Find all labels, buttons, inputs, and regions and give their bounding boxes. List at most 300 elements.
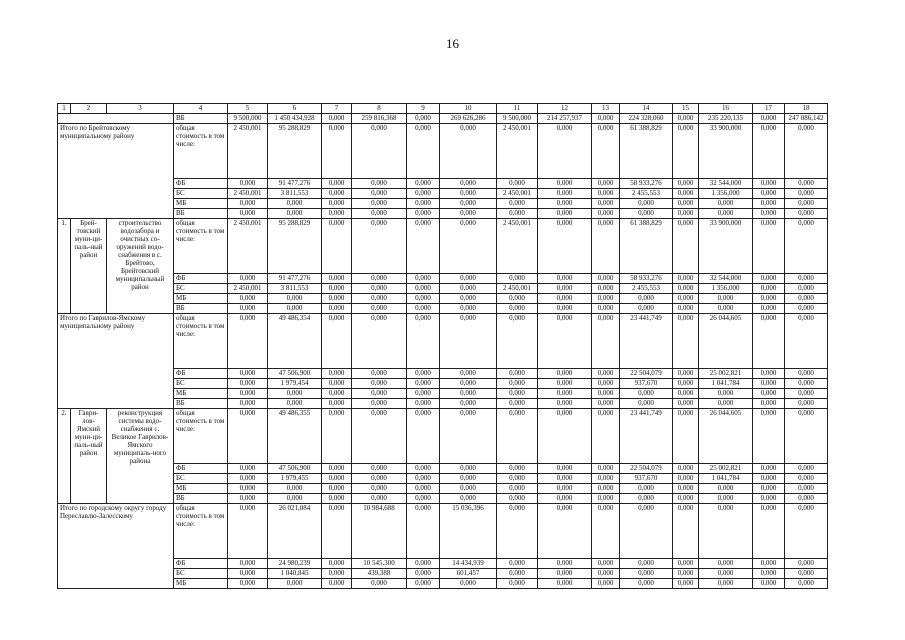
column-header: 14 <box>620 104 673 114</box>
value-cell: 0,000 <box>352 179 407 189</box>
value-cell: 0,000 <box>673 474 699 484</box>
value-cell: 0,000 <box>407 179 440 189</box>
value-cell: 0,000 <box>673 284 699 294</box>
funding-source: БС <box>174 379 228 389</box>
value-cell: 0,000 <box>699 569 753 579</box>
value-cell: 0,000 <box>352 284 407 294</box>
value-cell: 0,000 <box>440 494 497 504</box>
value-cell: 0,000 <box>440 399 497 409</box>
value-cell: 0,000 <box>753 379 785 389</box>
value-cell: 0,000 <box>673 559 699 569</box>
value-cell: 0,000 <box>440 389 497 399</box>
value-cell: 0,000 <box>497 369 538 379</box>
value-cell: 0,000 <box>322 304 352 314</box>
value-cell: 0,000 <box>699 209 753 219</box>
value-cell: 259 816,368 <box>352 114 407 124</box>
value-cell: 0,000 <box>228 464 268 474</box>
value-cell: 0,000 <box>322 379 352 389</box>
value-cell: 0,000 <box>753 124 785 179</box>
value-cell: 0,000 <box>322 294 352 304</box>
value-cell: 0,000 <box>592 369 620 379</box>
value-cell: 0,000 <box>785 124 828 179</box>
value-cell: 0,000 <box>497 559 538 569</box>
column-header: 11 <box>497 104 538 114</box>
value-cell: 0,000 <box>592 304 620 314</box>
value-cell: 0,000 <box>753 559 785 569</box>
value-cell: 0,000 <box>352 409 407 464</box>
value-cell: 0,000 <box>753 209 785 219</box>
value-cell: 0,000 <box>753 294 785 304</box>
value-cell: 0,000 <box>538 559 592 569</box>
value-cell: 0,000 <box>592 179 620 189</box>
value-cell: 2 450,001 <box>228 219 268 274</box>
value-cell: 0,000 <box>228 494 268 504</box>
value-cell: 0,000 <box>785 559 828 569</box>
value-cell: 2 450,001 <box>497 284 538 294</box>
value-cell: 0,000 <box>592 579 620 589</box>
table-row <box>58 464 828 474</box>
column-header: 16 <box>699 104 753 114</box>
value-cell: 49 486,355 <box>268 409 322 464</box>
value-cell: 2 455,553 <box>620 189 673 199</box>
value-cell: 0,000 <box>352 464 407 474</box>
value-cell: 0,000 <box>322 569 352 579</box>
value-cell: 0,000 <box>322 274 352 284</box>
value-cell: 0,000 <box>785 304 828 314</box>
value-cell: 0,000 <box>785 409 828 464</box>
funding-source: ФБ <box>174 179 228 189</box>
value-cell: 0,000 <box>699 199 753 209</box>
value-cell: 0,000 <box>620 569 673 579</box>
value-cell: 91 477,276 <box>268 274 322 284</box>
value-cell: 3 811,553 <box>268 189 322 199</box>
value-cell: 0,000 <box>407 389 440 399</box>
value-cell: 0,000 <box>352 294 407 304</box>
value-cell: 2 450,001 <box>228 124 268 179</box>
table-row <box>58 494 828 504</box>
value-cell: 0,000 <box>538 579 592 589</box>
value-cell: 0,000 <box>497 274 538 284</box>
value-cell: 0,000 <box>352 484 407 494</box>
value-cell: 0,000 <box>753 484 785 494</box>
value-cell: 0,000 <box>673 179 699 189</box>
value-cell: 0,000 <box>592 399 620 409</box>
column-header: 1 <box>58 104 71 114</box>
value-cell: 49 486,354 <box>268 314 322 369</box>
value-cell: 0,000 <box>228 209 268 219</box>
value-cell: 0,000 <box>407 114 440 124</box>
funding-source: ВБ <box>174 304 228 314</box>
value-cell: 0,000 <box>322 314 352 369</box>
value-cell: 0,000 <box>268 579 322 589</box>
value-cell: 0,000 <box>228 199 268 209</box>
value-cell: 58 933,276 <box>620 274 673 284</box>
value-cell: 0,000 <box>785 284 828 294</box>
value-cell: 0,000 <box>440 409 497 464</box>
value-cell: 247 086,142 <box>785 114 828 124</box>
value-cell: 0,000 <box>228 179 268 189</box>
value-cell: 91 477,276 <box>268 179 322 189</box>
value-cell: 0,000 <box>592 219 620 274</box>
value-cell: 0,000 <box>785 389 828 399</box>
value-cell: 10 984,688 <box>352 504 407 559</box>
value-cell: 0,000 <box>753 399 785 409</box>
table-row <box>58 314 828 369</box>
funding-source: ВБ <box>174 114 228 124</box>
value-cell: 0,000 <box>753 369 785 379</box>
table-row <box>58 379 828 389</box>
value-cell: 0,000 <box>407 464 440 474</box>
value-cell: 0,000 <box>592 114 620 124</box>
value-cell: 0,000 <box>268 209 322 219</box>
value-cell: 0,000 <box>268 304 322 314</box>
table-row <box>58 559 828 569</box>
value-cell: 0,000 <box>538 369 592 379</box>
value-cell: 0,000 <box>673 399 699 409</box>
value-cell: 0,000 <box>753 179 785 189</box>
value-cell: 0,000 <box>673 494 699 504</box>
funding-source: БС <box>174 474 228 484</box>
table-row <box>58 474 828 484</box>
value-cell: 0,000 <box>322 494 352 504</box>
value-cell: 0,000 <box>538 284 592 294</box>
value-cell: 0,000 <box>785 179 828 189</box>
value-cell: 0,000 <box>753 314 785 369</box>
value-cell: 0,000 <box>440 189 497 199</box>
value-cell: 0,000 <box>497 304 538 314</box>
value-cell: 0,000 <box>407 569 440 579</box>
value-cell: 2 450,001 <box>497 189 538 199</box>
value-cell: 235 220,135 <box>699 114 753 124</box>
table-row <box>58 189 828 199</box>
value-cell: 25 002,821 <box>699 369 753 379</box>
value-cell: 0,000 <box>673 114 699 124</box>
value-cell: 0,000 <box>407 504 440 559</box>
value-cell: 0,000 <box>699 559 753 569</box>
value-cell: 0,000 <box>620 504 673 559</box>
value-cell: 0,000 <box>785 504 828 559</box>
value-cell: 0,000 <box>785 294 828 304</box>
value-cell: 0,000 <box>407 274 440 284</box>
value-cell: 0,000 <box>407 284 440 294</box>
value-cell: 0,000 <box>538 504 592 559</box>
funding-source: ФБ <box>174 369 228 379</box>
value-cell: 0,000 <box>785 369 828 379</box>
value-cell: 0,000 <box>228 304 268 314</box>
value-cell: 0,000 <box>592 274 620 284</box>
value-cell: 0,000 <box>592 284 620 294</box>
value-cell: 0,000 <box>785 494 828 504</box>
value-cell: 0,000 <box>497 569 538 579</box>
value-cell: 24 980,239 <box>268 559 322 569</box>
table-row <box>58 579 828 589</box>
value-cell: 0,000 <box>785 484 828 494</box>
value-cell: 0,000 <box>673 464 699 474</box>
value-cell: 9 500,000 <box>228 114 268 124</box>
value-cell: 0,000 <box>497 294 538 304</box>
value-cell: 22 504,079 <box>620 369 673 379</box>
column-header: 5 <box>228 104 268 114</box>
column-header: 15 <box>673 104 699 114</box>
object-name: строительство водозабора и очистных со-оружений водо-снабжения в с. Брейтово, Брейтовский муниципальный район <box>107 219 174 314</box>
table-row <box>58 569 828 579</box>
value-cell: 0,000 <box>352 579 407 589</box>
value-cell: 0,000 <box>228 559 268 569</box>
value-cell: 0,000 <box>673 219 699 274</box>
value-cell: 10 545,300 <box>352 559 407 569</box>
value-cell: 0,000 <box>352 124 407 179</box>
value-cell: 0,000 <box>592 494 620 504</box>
funding-source: ВБ <box>174 494 228 504</box>
value-cell: 0,000 <box>592 294 620 304</box>
value-cell: 0,000 <box>228 314 268 369</box>
value-cell: 0,000 <box>538 219 592 274</box>
value-cell: 0,000 <box>753 389 785 399</box>
value-cell: 0,000 <box>352 304 407 314</box>
value-cell: 0,000 <box>497 389 538 399</box>
value-cell: 0,000 <box>785 399 828 409</box>
value-cell: 0,000 <box>322 124 352 179</box>
table-row <box>58 219 828 274</box>
value-cell: 26 021,084 <box>268 504 322 559</box>
value-cell: 58 933,276 <box>620 179 673 189</box>
value-cell: 0,000 <box>268 199 322 209</box>
value-cell: 0,000 <box>322 209 352 219</box>
value-cell: 0,000 <box>497 484 538 494</box>
value-cell: 0,000 <box>753 114 785 124</box>
value-cell: 0,000 <box>440 474 497 484</box>
table-row <box>58 409 828 464</box>
table-row <box>58 274 828 284</box>
value-cell: 0,000 <box>228 294 268 304</box>
value-cell: 0,000 <box>620 209 673 219</box>
column-header: 12 <box>538 104 592 114</box>
value-cell: 0,000 <box>268 389 322 399</box>
value-cell: 0,000 <box>352 379 407 389</box>
value-cell: 0,000 <box>322 189 352 199</box>
value-cell: 0,000 <box>497 399 538 409</box>
funding-source: БС <box>174 189 228 199</box>
value-cell: 0,000 <box>699 399 753 409</box>
value-cell: 0,000 <box>785 569 828 579</box>
value-cell: 0,000 <box>407 369 440 379</box>
value-cell: 0,000 <box>407 199 440 209</box>
value-cell: 0,000 <box>538 389 592 399</box>
value-cell: 0,000 <box>497 494 538 504</box>
value-cell: 0,000 <box>352 494 407 504</box>
value-cell: 0,000 <box>699 504 753 559</box>
value-cell: 0,000 <box>228 379 268 389</box>
value-cell: 0,000 <box>592 124 620 179</box>
column-header: 7 <box>322 104 352 114</box>
table-row <box>58 284 828 294</box>
value-cell: 0,000 <box>538 179 592 189</box>
value-cell: 0,000 <box>440 219 497 274</box>
value-cell: 0,000 <box>407 399 440 409</box>
value-cell: 0,000 <box>497 474 538 484</box>
column-header: 3 <box>107 104 174 114</box>
value-cell: 0,000 <box>268 294 322 304</box>
value-cell: 0,000 <box>538 124 592 179</box>
value-cell: 33 900,000 <box>699 219 753 274</box>
value-cell: 0,000 <box>228 399 268 409</box>
value-cell: 0,000 <box>322 179 352 189</box>
value-cell: 0,000 <box>538 569 592 579</box>
value-cell: 0,000 <box>592 389 620 399</box>
value-cell: 0,000 <box>699 494 753 504</box>
value-cell: 0,000 <box>592 314 620 369</box>
column-header: 4 <box>174 104 228 114</box>
value-cell: 0,000 <box>673 369 699 379</box>
value-cell: 2 455,553 <box>620 284 673 294</box>
value-cell: 0,000 <box>538 379 592 389</box>
value-cell: 0,000 <box>753 569 785 579</box>
value-cell: 0,000 <box>322 464 352 474</box>
group-label: Итого по городскому округу городу Переславлю-Залесскому <box>58 504 174 589</box>
value-cell: 23 441,749 <box>620 314 673 369</box>
item-number: 1. <box>58 219 71 314</box>
value-cell: 0,000 <box>592 474 620 484</box>
value-cell: 0,000 <box>228 474 268 484</box>
value-cell: 1 356,000 <box>699 189 753 199</box>
value-cell: 0,000 <box>620 559 673 569</box>
value-cell: 0,000 <box>753 284 785 294</box>
value-cell: 0,000 <box>785 274 828 284</box>
column-header: 8 <box>352 104 407 114</box>
value-cell: 0,000 <box>538 314 592 369</box>
column-header: 13 <box>592 104 620 114</box>
value-cell: 0,000 <box>538 464 592 474</box>
value-cell: 0,000 <box>785 379 828 389</box>
value-cell: 937,670 <box>620 379 673 389</box>
district-name: Брей-товский муни-ци-паль-ный район <box>71 219 107 314</box>
value-cell: 61 388,829 <box>620 219 673 274</box>
value-cell: 0,000 <box>538 189 592 199</box>
value-cell: 0,000 <box>322 369 352 379</box>
value-cell: 0,000 <box>268 494 322 504</box>
value-cell: 1 450 434,928 <box>268 114 322 124</box>
table-row <box>58 304 828 314</box>
value-cell: 0,000 <box>673 314 699 369</box>
value-cell: 0,000 <box>322 484 352 494</box>
value-cell: 0,000 <box>322 219 352 274</box>
funding-source: МБ <box>174 294 228 304</box>
funding-source: ФБ <box>174 559 228 569</box>
value-cell: 0,000 <box>228 409 268 464</box>
value-cell: 0,000 <box>497 464 538 474</box>
value-cell: 0,000 <box>440 199 497 209</box>
value-cell: 0,000 <box>538 409 592 464</box>
column-header: 17 <box>753 104 785 114</box>
value-cell: 0,000 <box>673 389 699 399</box>
value-cell: 0,000 <box>592 209 620 219</box>
funding-source: ФБ <box>174 274 228 284</box>
value-cell: 0,000 <box>785 474 828 484</box>
value-cell: 0,000 <box>228 389 268 399</box>
value-cell: 0,000 <box>322 389 352 399</box>
value-cell: 61 388,829 <box>620 124 673 179</box>
value-cell: 0,000 <box>673 274 699 284</box>
value-cell: 0,000 <box>352 274 407 284</box>
funding-source: общая стоимость в том числе: <box>174 219 228 274</box>
value-cell: 0,000 <box>497 179 538 189</box>
value-cell: 269 626,286 <box>440 114 497 124</box>
value-cell: 15 036,396 <box>440 504 497 559</box>
value-cell: 0,000 <box>497 504 538 559</box>
value-cell: 33 900,000 <box>699 124 753 179</box>
value-cell: 0,000 <box>538 304 592 314</box>
value-cell: 0,000 <box>440 579 497 589</box>
value-cell: 0,000 <box>407 124 440 179</box>
value-cell: 0,000 <box>538 399 592 409</box>
value-cell: 0,000 <box>785 219 828 274</box>
value-cell: 0,000 <box>592 409 620 464</box>
value-cell: 0,000 <box>785 464 828 474</box>
funding-source: ВБ <box>174 399 228 409</box>
value-cell: 0,000 <box>228 274 268 284</box>
value-cell: 0,000 <box>673 124 699 179</box>
value-cell: 0,000 <box>407 409 440 464</box>
value-cell: 439,388 <box>352 569 407 579</box>
value-cell: 32 544,000 <box>699 274 753 284</box>
value-cell: 0,000 <box>407 219 440 274</box>
value-cell: 0,000 <box>538 494 592 504</box>
value-cell: 0,000 <box>322 409 352 464</box>
value-cell: 0,000 <box>268 484 322 494</box>
value-cell: 0,000 <box>620 199 673 209</box>
value-cell: 9 500,000 <box>497 114 538 124</box>
value-cell: 0,000 <box>785 314 828 369</box>
value-cell: 2 450,001 <box>497 124 538 179</box>
value-cell: 0,000 <box>440 179 497 189</box>
value-cell: 0,000 <box>620 399 673 409</box>
value-cell: 0,000 <box>592 464 620 474</box>
value-cell: 0,000 <box>753 304 785 314</box>
value-cell: 0,000 <box>322 474 352 484</box>
funding-source: МБ <box>174 579 228 589</box>
value-cell: 0,000 <box>620 494 673 504</box>
table-row <box>58 114 828 124</box>
value-cell: 0,000 <box>407 294 440 304</box>
value-cell: 0,000 <box>673 209 699 219</box>
value-cell: 1 356,000 <box>699 284 753 294</box>
funding-source: МБ <box>174 484 228 494</box>
value-cell: 0,000 <box>699 579 753 589</box>
value-cell: 0,000 <box>620 484 673 494</box>
value-cell: 2 450,001 <box>228 189 268 199</box>
funding-source: МБ <box>174 389 228 399</box>
value-cell: 47 506,900 <box>268 464 322 474</box>
value-cell: 0,000 <box>753 274 785 284</box>
value-cell: 0,000 <box>440 314 497 369</box>
value-cell: 0,000 <box>538 294 592 304</box>
value-cell: 0,000 <box>673 569 699 579</box>
value-cell: 0,000 <box>322 504 352 559</box>
value-cell: 0,000 <box>753 189 785 199</box>
value-cell: 0,000 <box>322 579 352 589</box>
value-cell: 0,000 <box>538 484 592 494</box>
value-cell: 0,000 <box>228 484 268 494</box>
value-cell: 0,000 <box>497 579 538 589</box>
value-cell: 0,000 <box>592 189 620 199</box>
column-header: 2 <box>71 104 107 114</box>
value-cell: 0,000 <box>785 199 828 209</box>
value-cell: 0,000 <box>440 209 497 219</box>
table-row <box>58 484 828 494</box>
value-cell: 2 450,001 <box>228 284 268 294</box>
table-row <box>58 199 828 209</box>
value-cell: 0,000 <box>407 314 440 369</box>
